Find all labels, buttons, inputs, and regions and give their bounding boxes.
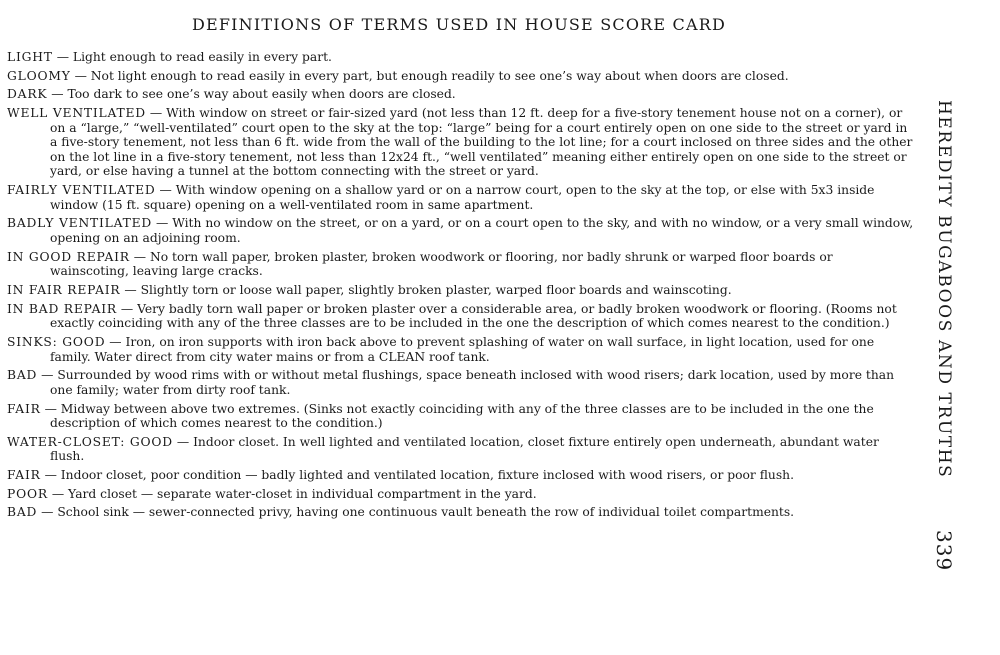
- definition-sinks-bad: BAD — Surrounded by wood rims with or without metal flushings, space beneath inclosed with wood risers; dark location, used by more than one family; water from dirty roof tank.: [7, 368, 895, 397]
- definition-term: WATER-CLOSET: GOOD: [7, 434, 173, 449]
- definition-term: FAIR: [7, 468, 41, 483]
- definition-badly-ventilated: BADLY VENTILATED — With no window on the street, or on a yard, or on a court open to the sky, and with no window, or a very small window, opening on an adjoining room.: [7, 216, 914, 245]
- definition-term: FAIR: [7, 401, 41, 416]
- running-head-title: HEREDITY BUGABOOS AND TRUTHS: [934, 100, 954, 479]
- definition-water-closet-fair: FAIR — Indoor closet, poor condition — badly lighted and ventilated location, fixture inclosed with wood risers, or poor flush.: [7, 468, 794, 483]
- definition-text: No torn wall paper, broken plaster, broken woodwork or flooring, nor badly shrunk or warped floor boards or wainscoting, leaving large cracks.: [50, 249, 833, 279]
- page-number: 339: [932, 530, 956, 572]
- definition-term: IN BAD REPAIR: [7, 301, 117, 316]
- definition-text: Indoor closet. In well lighted and ventilated location, closet fixture entirely open underneath, abundant water flush.: [50, 434, 879, 464]
- definition-fair-repair: IN FAIR REPAIR — Slightly torn or loose wall paper, slightly broken plaster, warped floor boards and wainscoting.: [7, 282, 732, 297]
- definition-term: IN GOOD REPAIR: [7, 249, 130, 264]
- definition-text: Slightly torn or loose wall paper, slightly broken plaster, warped floor boards and wainscoting.: [140, 282, 732, 297]
- definition-water-closet-poor: POOR — Yard closet — separate water-closet in individual compartment in the yard.: [7, 486, 537, 501]
- definition-term: IN FAIR REPAIR: [7, 282, 121, 297]
- definition-term: BAD: [7, 368, 38, 383]
- definition-text: With no window on the street, or on a yard, or on a court open to the sky, and with no window, or a very small window, opening on an adjoining room.: [50, 216, 914, 245]
- definition-term: FAIRLY VENTILATED: [7, 183, 156, 198]
- definition-text: Indoor closet, poor condition — badly lighted and ventilated location, fixture inclosed with wood risers, or poor flush.: [60, 468, 794, 483]
- definition-text: Yard closet — separate water-closet in individual compartment in the yard.: [68, 486, 537, 501]
- definition-term: GLOOMY: [7, 68, 71, 83]
- definition-water-closet-bad: BAD — School sink — sewer-connected privy, having one continuous vault beneath the row of individual toilet compartments.: [7, 505, 795, 520]
- definition-bad-repair: IN BAD REPAIR — Very badly torn wall paper or broken plaster over a considerable area, or badly broken woodwork or flooring. (Rooms not exactly coinciding with any of the three classes are to be included in the one the description of which comes nearest to the condition.): [7, 301, 897, 331]
- definitions-list: [7, 50, 915, 524]
- definition-text: Light enough to read easily in every part.: [72, 50, 332, 64]
- definition-term: BADLY VENTILATED: [7, 216, 153, 231]
- definition-text: Midway between above two extremes. (Sinks not exactly coinciding with any of the three classes are to be included in the one the description of which comes nearest to the condition.): [50, 401, 874, 431]
- definition-sinks-fair: FAIR — Midway between above two extremes. (Sinks not exactly coinciding with any of the three classes are to be included in the one the description of which comes nearest to the condition.): [7, 401, 874, 431]
- definition-term: BAD: [7, 505, 38, 520]
- running-header: [929, 100, 959, 590]
- definition-text: With window opening on a shallow yard or on a narrow court, open to the sky at the top, or else with 5x3 inside window (15 ft. square) opening on a well-ventilated room in same apartment.: [50, 183, 875, 212]
- page-heading: DEFINITIONS OF TERMS USED IN HOUSE SCORE CARD: [191, 15, 727, 34]
- definition-term: SINKS: GOOD: [7, 334, 106, 349]
- definition-text: Iron, on iron supports with iron back above to prevent splashing of water on wall surface, in light location, used for one family. Water direct from city water mains or from a CLEAN roof tank.: [50, 334, 875, 364]
- definition-term: POOR: [7, 486, 48, 501]
- definition-good-repair: IN GOOD REPAIR — No torn wall paper, broken plaster, broken woodwork or flooring, nor badly shrunk or warped floor boards or wainscoting, leaving large cracks.: [7, 249, 833, 279]
- definition-term: WELL VENTILATED: [7, 106, 146, 121]
- definition-sinks-good: SINKS: GOOD — Iron, on iron supports with iron back above to prevent splashing of water on wall surface, in light location, used for one family. Water direct from city water mains or from a CLEAN roof tank.: [7, 334, 875, 364]
- definition-fairly-ventilated: FAIRLY VENTILATED — With window opening on a shallow yard or on a narrow court, open to the sky at the top, or else with 5x3 inside window (15 ft. square) opening on a well-ventilated room in same apartment.: [7, 183, 875, 212]
- definition-text: Very badly torn wall paper or broken plaster over a considerable area, or badly broken woodwork or flooring. (Rooms not exactly coinciding with any of the three classes are to be included in the one the description of which comes nearest to the condition.): [50, 301, 897, 331]
- definition-text: Too dark to see one’s way about easily when doors are closed.: [67, 87, 456, 102]
- definition-term: LIGHT: [7, 50, 53, 64]
- definition-text: With window on street or fair-sized yard (not less than 12 ft. deep for a five-story tenement house not on a corner), or on a “large,” “well-ventilated” court open to the sky at the top: “large” being for a court entirely open on one side to the street or yard in a five-story tenement, not less than 6 ft. wide from the wall of the building to the lot line; for a court inclosed on three sides and the other on the lot line in a five-story tenement, not less than 12x24 ft., “well ventilated” meaning either entirely open on one side to the street or yard, or else having a tunnel at the bottom connecting with the street or yard.: [50, 106, 913, 179]
- definition-text: Surrounded by wood rims with or without metal flushings, space beneath inclosed with wood risers; dark location, used by more than one family; water from dirty roof tank.: [50, 368, 895, 397]
- definition-text: Not light enough to read easily in every part, but enough readily to see one’s way about when doors are closed.: [90, 68, 789, 83]
- definition-text: School sink — sewer-connected privy, having one continuous vault beneath the row of individual toilet compartments.: [57, 505, 795, 520]
- definition-water-closet-good: WATER-CLOSET: GOOD — Indoor closet. In well lighted and ventilated location, closet fixture entirely open underneath, abundant water flush.: [7, 434, 879, 464]
- definition-well-ventilated: WELL VENTILATED — With window on street or fair-sized yard (not less than 12 ft. deep for a five-story tenement house not on a corner), or on a “large,” “well-ventilated” court open to the sky at the top: “large” being for a court entirely open on one side to the street or yard in a five-story tenement, not less than 6 ft. wide from the wall of the building to the lot line; for a court inclosed on three sides and the other on the lot line in a five-story tenement, not less than 12x24 ft., “well ventilated” meaning either entirely open on one side to the street or yard, or else having a tunnel at the bottom connecting with the street or yard.: [7, 106, 913, 179]
- definition-term: DARK: [7, 87, 48, 102]
- definition-gloomy: GLOOMY — Not light enough to read easily in every part, but enough readily to see one’s way about when doors are closed.: [7, 68, 789, 83]
- definition-light: LIGHT — Light enough to read easily in every part.: [7, 50, 332, 64]
- definition-dark: DARK — Too dark to see one’s way about easily when doors are closed.: [7, 87, 456, 102]
